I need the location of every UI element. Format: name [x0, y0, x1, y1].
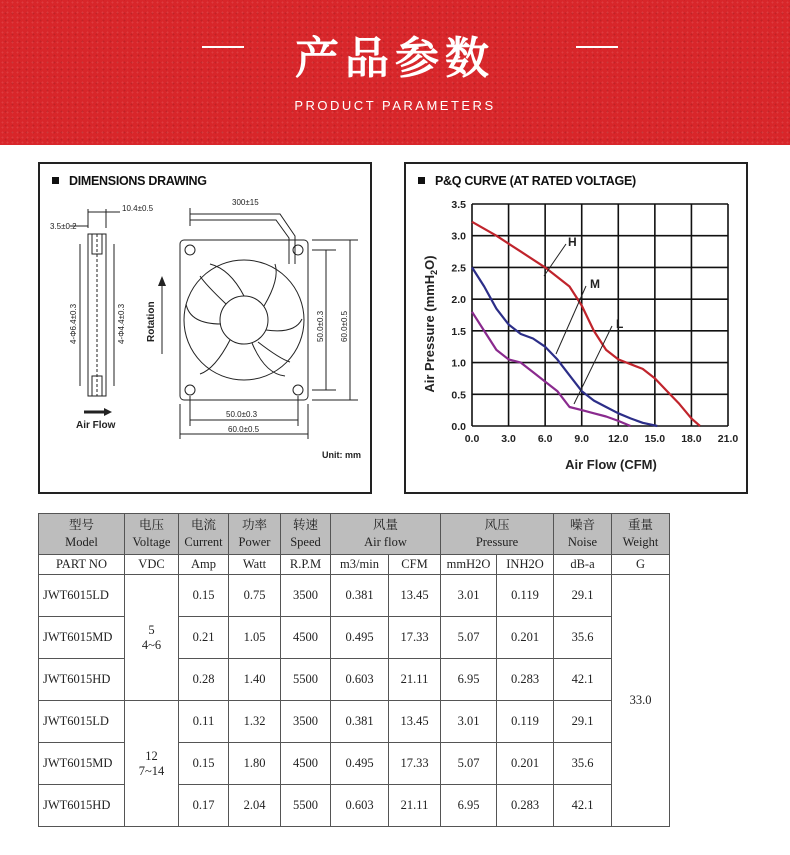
- label-hole-inner: 4-Φ4.4±0.3: [117, 303, 126, 344]
- current-cell: 0.21: [179, 617, 229, 659]
- header-speed: 转速 Speed: [281, 514, 331, 555]
- cfm-cell: 13.45: [389, 701, 441, 743]
- label-pitch-horizontal: 50.0±0.3: [226, 410, 258, 419]
- noise-cell: 29.1: [554, 575, 612, 617]
- series-label-h: H: [568, 235, 577, 249]
- unit-cell: m3/min: [331, 555, 389, 575]
- m3min-cell: 0.495: [331, 743, 389, 785]
- speed-cell: 4500: [281, 617, 331, 659]
- header-model: 型号 Model: [39, 514, 125, 555]
- y-tick-label: 0.0: [451, 421, 466, 433]
- mmh2o-cell: 3.01: [441, 575, 497, 617]
- header-air-flow: 风量 Air flow: [331, 514, 441, 555]
- y-tick-label: 1.5: [451, 325, 466, 338]
- y-axis-label: Air Pressure (mmH$_2$O): [422, 255, 439, 393]
- model-cell: JWT6015LD: [39, 575, 125, 617]
- unit-cell: mmH2O: [441, 555, 497, 575]
- cfm-cell: 17.33: [389, 617, 441, 659]
- m3min-cell: 0.381: [331, 575, 389, 617]
- y-tick-label: 2.0: [451, 294, 466, 307]
- header-current: 电流 Current: [179, 514, 229, 555]
- label-thickness: 10.4±0.5: [122, 204, 154, 213]
- current-cell: 0.15: [179, 575, 229, 617]
- speed-cell: 3500: [281, 701, 331, 743]
- y-tick-label: 3.5: [451, 199, 466, 211]
- noise-cell: 42.1: [554, 659, 612, 701]
- pq-curve-chart: [406, 164, 746, 492]
- dimensions-title-text: DIMENSIONS DRAWING: [69, 174, 207, 188]
- banner-subtitle: PRODUCT PARAMETERS: [294, 98, 496, 113]
- mmh2o-cell: 6.95: [441, 785, 497, 827]
- model-cell: JWT6015LD: [39, 701, 125, 743]
- cfm-cell: 21.11: [389, 785, 441, 827]
- dimensions-drawing: [40, 164, 370, 492]
- x-tick-label: 9.0: [574, 433, 590, 445]
- mmh2o-cell: 6.95: [441, 659, 497, 701]
- model-cell: JWT6015MD: [39, 743, 125, 785]
- unit-cell: VDC: [125, 555, 179, 575]
- banner-title: 产品参数: [295, 33, 495, 84]
- header-pressure: 风压 Pressure: [441, 514, 554, 555]
- cfm-cell: 13.45: [389, 575, 441, 617]
- x-tick-label: 12.0: [608, 433, 629, 445]
- table-units-row: [39, 555, 670, 575]
- y-tick-label: 3.0: [451, 230, 466, 243]
- m3min-cell: 0.603: [331, 785, 389, 827]
- m3min-cell: 0.495: [331, 617, 389, 659]
- inh2o-cell: 0.119: [497, 575, 554, 617]
- power-cell: 1.40: [229, 659, 281, 701]
- y-tick-label: 0.5: [451, 389, 466, 402]
- current-cell: 0.17: [179, 785, 229, 827]
- fan-hub: [220, 296, 268, 344]
- unit-cell: PART NO: [39, 555, 125, 575]
- current-cell: 0.28: [179, 659, 229, 701]
- table-row: [39, 575, 670, 617]
- pq-curve-title-text: P&Q CURVE (AT RATED VOLTAGE): [435, 174, 636, 188]
- speed-cell: 5500: [281, 785, 331, 827]
- unit-cell: G: [612, 555, 670, 575]
- label-pitch-vertical: 50.0±0.3: [316, 310, 325, 342]
- x-tick-label: 0.0: [464, 433, 480, 445]
- m3min-cell: 0.381: [331, 701, 389, 743]
- x-tick-label: 18.0: [681, 433, 702, 445]
- mmh2o-cell: 5.07: [441, 743, 497, 785]
- y-tick-label: 1.0: [451, 357, 466, 370]
- label-rotation: Rotation: [146, 301, 157, 342]
- inh2o-cell: 0.283: [497, 785, 554, 827]
- inh2o-cell: 0.119: [497, 701, 554, 743]
- noise-cell: 35.6: [554, 617, 612, 659]
- series-label-l: L: [616, 317, 624, 331]
- x-tick-label: 3.0: [501, 433, 516, 445]
- unit-cell: dB-a: [554, 555, 612, 575]
- series-label-m: M: [590, 277, 600, 291]
- table-header-row: [39, 514, 670, 555]
- unit-cell: Amp: [179, 555, 229, 575]
- label-air-flow: Air Flow: [76, 420, 116, 431]
- spec-table: [38, 513, 670, 827]
- series-line-l: [472, 312, 631, 426]
- power-cell: 2.04: [229, 785, 281, 827]
- label-unit: Unit: mm: [322, 450, 361, 460]
- inh2o-cell: 0.201: [497, 743, 554, 785]
- speed-cell: 3500: [281, 575, 331, 617]
- x-tick-label: 15.0: [644, 433, 666, 445]
- x-tick-label: 6.0: [537, 433, 553, 445]
- header-weight: 重量 Weight: [612, 514, 670, 555]
- label-size-horizontal: 60.0±0.5: [228, 425, 260, 434]
- power-cell: 0.75: [229, 575, 281, 617]
- mmh2o-cell: 5.07: [441, 617, 497, 659]
- table-row: [39, 701, 670, 743]
- noise-cell: 42.1: [554, 785, 612, 827]
- weight-cell: 33.0: [612, 575, 670, 827]
- dimensions-panel: [38, 162, 372, 494]
- model-cell: JWT6015HD: [39, 659, 125, 701]
- fan-ring: [184, 260, 304, 380]
- inh2o-cell: 0.283: [497, 659, 554, 701]
- unit-cell: Watt: [229, 555, 281, 575]
- header-noise: 噪音 Noise: [554, 514, 612, 555]
- m3min-cell: 0.603: [331, 659, 389, 701]
- noise-cell: 35.6: [554, 743, 612, 785]
- header-power: 功率 Power: [229, 514, 281, 555]
- power-cell: 1.05: [229, 617, 281, 659]
- label-cable: 300±15: [232, 198, 259, 207]
- y-tick-label: 2.5: [451, 262, 466, 275]
- unit-cell: R.P.M: [281, 555, 331, 575]
- pq-curve-panel: [404, 162, 748, 494]
- power-cell: 1.32: [229, 701, 281, 743]
- current-cell: 0.15: [179, 743, 229, 785]
- cfm-cell: 21.11: [389, 659, 441, 701]
- label-size-vertical: 60.0±0.5: [340, 310, 349, 342]
- model-cell: JWT6015HD: [39, 785, 125, 827]
- noise-cell: 29.1: [554, 701, 612, 743]
- power-cell: 1.80: [229, 743, 281, 785]
- unit-cell: CFM: [389, 555, 441, 575]
- header-banner: [0, 0, 790, 145]
- speed-cell: 4500: [281, 743, 331, 785]
- voltage-cell: 5 4~6: [125, 575, 179, 701]
- cfm-cell: 17.33: [389, 743, 441, 785]
- header-voltage: 电压 Voltage: [125, 514, 179, 555]
- label-side: 3.5±0.2: [50, 222, 77, 231]
- banner-divider-right: [576, 46, 618, 48]
- current-cell: 0.11: [179, 701, 229, 743]
- mmh2o-cell: 3.01: [441, 701, 497, 743]
- inh2o-cell: 0.201: [497, 617, 554, 659]
- voltage-cell: 12 7~14: [125, 701, 179, 827]
- x-axis-label: Air Flow (CFM): [565, 457, 657, 472]
- speed-cell: 5500: [281, 659, 331, 701]
- model-cell: JWT6015MD: [39, 617, 125, 659]
- unit-cell: INH2O: [497, 555, 554, 575]
- label-hole-outer: 4-Φ6.4±0.3: [69, 303, 78, 344]
- x-tick-label: 21.0: [717, 433, 739, 445]
